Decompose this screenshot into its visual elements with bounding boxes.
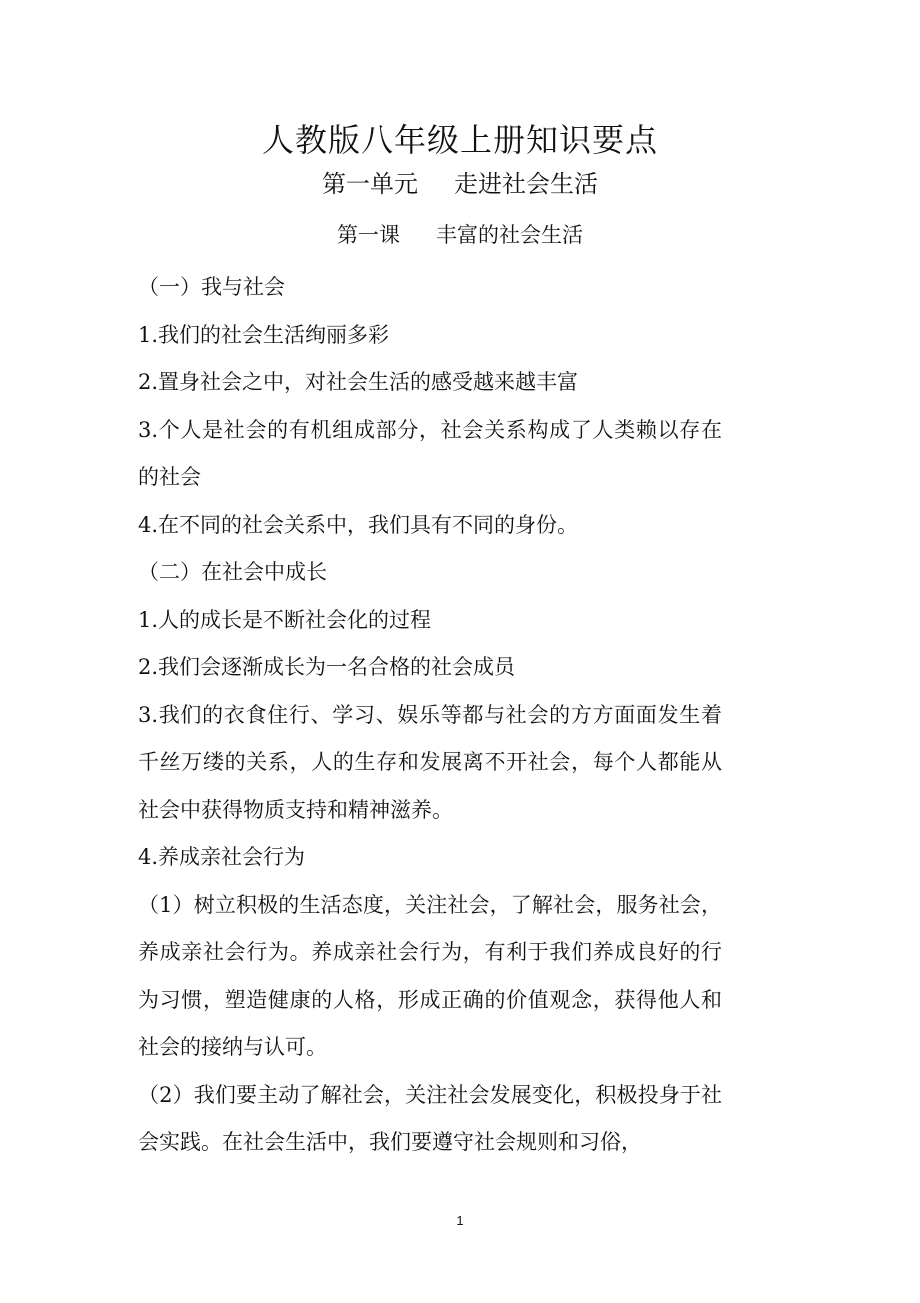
section-heading-1: （一）我与社会 (138, 275, 285, 299)
unit-label: 第一单元 (322, 170, 418, 198)
unit-name: 走进社会生活 (454, 170, 598, 198)
list-item: 3.个人是社会的有机组成部分，社会关系构成了人类赖以存在的社会 (138, 417, 722, 489)
sub-item: （1）树立积极的生活态度，关注社会，了解社会，服务社会，养成亲社会行为。养成亲社会行为，有利于我们养成良好的行为习惯，塑造健康的人格，形成正确的价值观念，获得他人和社会的接纳与认可。 (138, 892, 722, 1059)
list-item: 2.置身社会之中，对社会生活的感受越来越丰富 (138, 370, 579, 394)
unit-heading (0, 166, 920, 202)
list-item: 2.我们会逐渐成长为一名合格的社会成员 (138, 655, 516, 679)
document-title: 人教版八年级上册知识要点 (261, 121, 658, 159)
lesson-name: 丰富的社会生活 (436, 223, 583, 247)
list-item: 1.我们的社会生活绚丽多彩 (138, 322, 390, 347)
list-item: 4.养成亲社会行为 (138, 845, 306, 869)
section-heading-2: （二）在社会中成长 (138, 560, 327, 584)
list-item: 1.人的成长是不断社会化的过程 (138, 607, 432, 632)
list-item: 3.我们的衣食住行、学习、娱乐等都与社会的方方面面发生着千丝万缕的关系，人的生存和发展离不开社会，每个人都能从社会中获得物质支持和精神滋养。 (138, 702, 722, 822)
lesson-heading (0, 218, 920, 252)
lesson-label: 第一课 (337, 223, 400, 247)
list-item: 4.在不同的社会关系中，我们具有不同的身份。 (138, 512, 579, 537)
document-body (138, 264, 722, 1167)
sub-item: （2）我们要主动了解社会，关注社会发展变化，积极投身于社会实践。在社会生活中，我们要遵守社会规则和习俗， (138, 1082, 722, 1154)
page-number: 1 (456, 1213, 464, 1228)
